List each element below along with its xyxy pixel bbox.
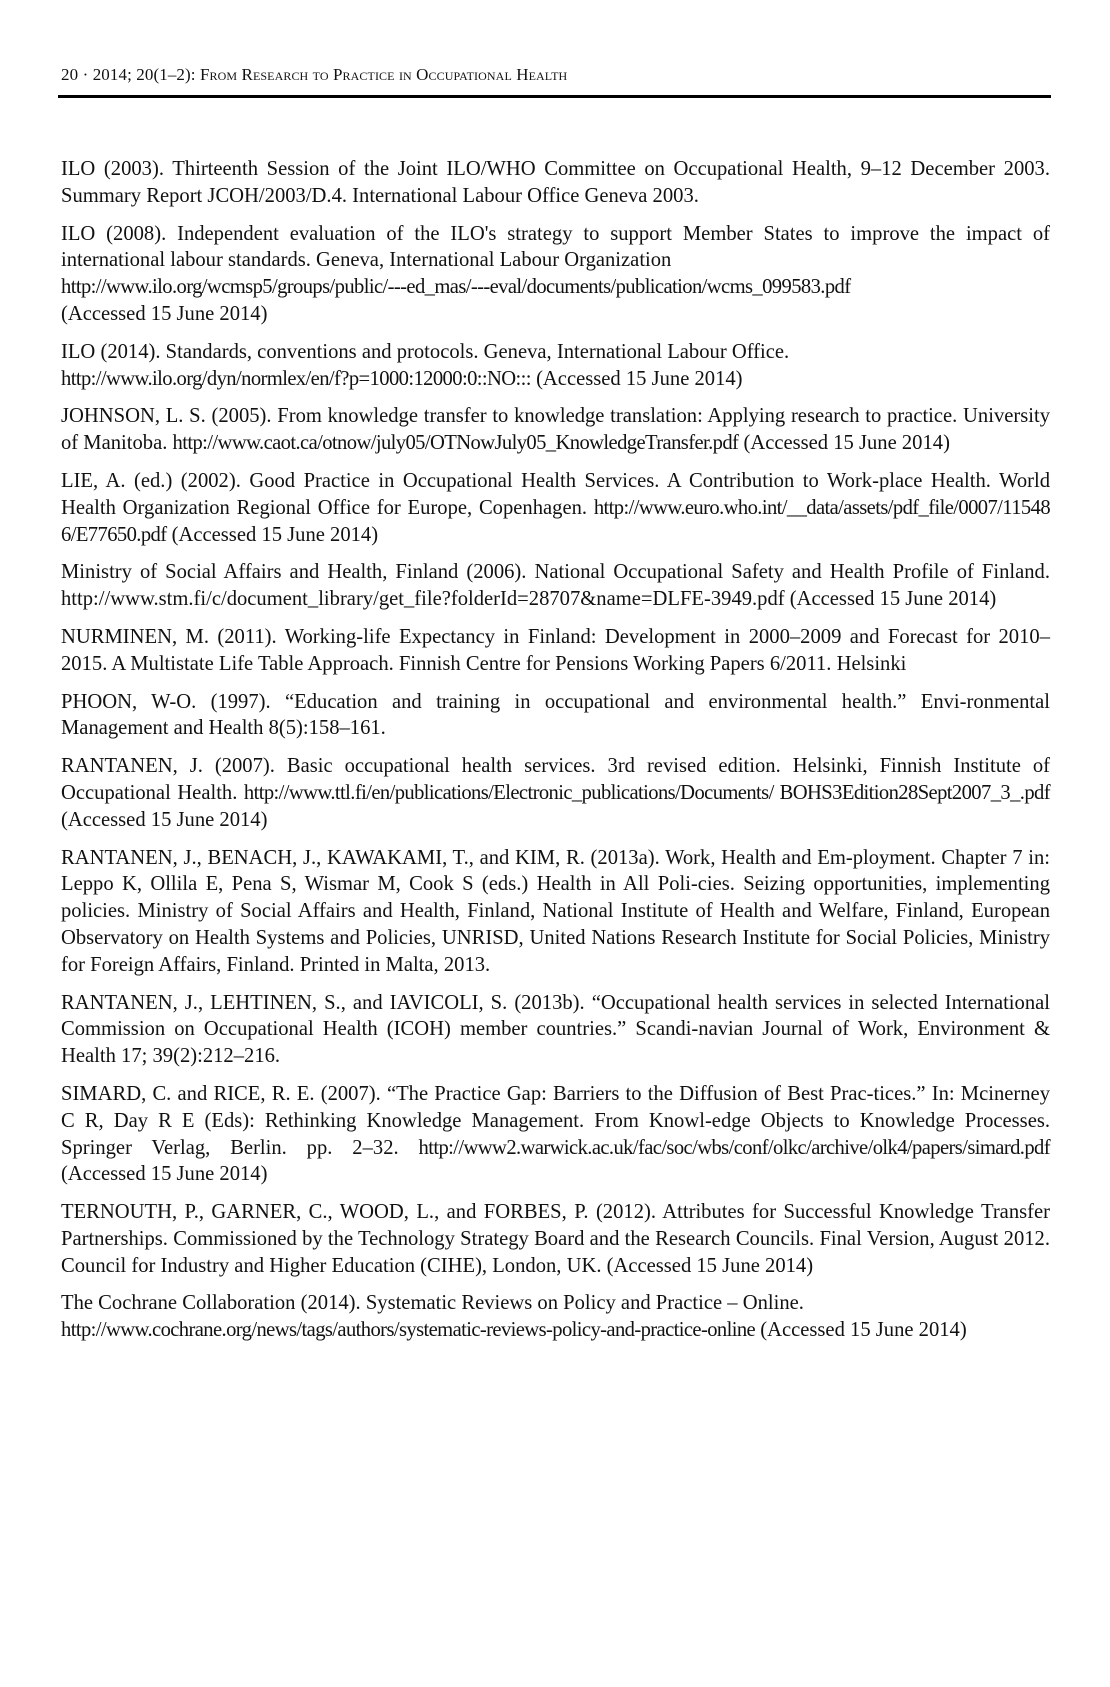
reference-item bbox=[61, 689, 1050, 743]
reference-accessed-date: (Accessed 15 June 2014) bbox=[61, 302, 268, 325]
reference-text: JOHNSON, L. S. (2005). From knowledge transfer to knowledge translation: Applying research to practice. University of Manitoba. bbox=[61, 405, 1050, 455]
issue-info: 2014; 20(1–2): bbox=[92, 65, 196, 84]
reference-url-link[interactable]: http://www.euro.who.int/__data/assets/pdf_file/0007/115486/E77650.pdf bbox=[61, 496, 1051, 546]
reference-accessed-date: (Accessed 15 June 2014) bbox=[536, 367, 743, 390]
reference-accessed-date: (Accessed 15 June 2014) bbox=[760, 1319, 967, 1342]
reference-accessed-date: (Accessed 15 June 2014) bbox=[743, 432, 950, 455]
header-separator: · bbox=[82, 65, 89, 84]
reference-accessed-date: (Accessed 15 June 2014) bbox=[171, 523, 379, 546]
reference-item bbox=[61, 1290, 1050, 1344]
reference-text: SIMARD, C. and RICE, R. E. (2007). “The Practice Gap: Barriers to the Diffusion of Best Prac-tices.” In: Mcinerney C R, Day R E (Eds): Rethinking Knowledge Management. From Knowl-edge Objects to Knowledge Processes. Springer Verlag, Berlin. pp. 2–32. bbox=[61, 1082, 1050, 1159]
reference-item bbox=[61, 156, 1050, 210]
reference-item bbox=[61, 753, 1050, 833]
reference-text: PHOON, W-O. (1997). “Education and training in occupational and environmental health.” Envi-ronmental Management and Health 8(5):158–161. bbox=[61, 690, 1050, 740]
reference-item bbox=[61, 845, 1050, 979]
reference-item bbox=[61, 1081, 1050, 1188]
reference-item bbox=[61, 468, 1050, 548]
reference-url-link[interactable]: http://www.ilo.org/dyn/normlex/en/f?p=1000:12000:0::NO::: bbox=[61, 367, 531, 390]
reference-item bbox=[61, 624, 1050, 678]
reference-accessed-date: (Accessed 15 June 2014) bbox=[61, 808, 268, 831]
reference-url-link[interactable]: http://www.ttl.fi/en/publications/Electronic_publications/Documents/ BOHS3Edition28Sept2007_3_.pdf bbox=[243, 781, 1050, 804]
reference-text: ILO (2003). Thirteenth Session of the Joint ILO/WHO Committee on Occupational Health, 9–12 December 2003. Summary Report JCOH/2003/D.4. International Labour Office Geneva 2003. bbox=[61, 158, 1050, 207]
reference-text: RANTANEN, J. (2007). Basic occupational health services. 3rd revised edition. Helsinki, Finnish Institute of Occupational Health. bbox=[61, 755, 1050, 804]
reference-item bbox=[61, 221, 1050, 328]
reference-url-link[interactable]: http://www.caot.ca/otnow/july05/OTNowJuly05_KnowledgeTransfer.pdf bbox=[172, 432, 739, 455]
reference-text: ILO (2014). Standards, conventions and protocols. Geneva, International Labour Office. bbox=[61, 340, 790, 363]
page-number: 20 bbox=[61, 65, 79, 84]
reference-text: ILO (2008). Independent evaluation of the ILO's strategy to support Member States to improve the impact of international labour standards. Geneva, International Labour Organization bbox=[61, 222, 1050, 272]
reference-text: LIE, A. (ed.) (2002). Good Practice in Occupational Health Services. A Contribution to Work-place Health. World Health Organization Regional Office for Europe, Copenhagen. bbox=[61, 469, 1050, 519]
reference-item bbox=[61, 559, 1050, 613]
reference-text: RANTANEN, J., LEHTINEN, S., and IAVICOLI, S. (2013b). “Occupational health services in selected International Commission on Occupational Health (ICOH) member countries.” Scandi-navian Journal of Work, Environment & Health 17; 39(2):212–216. bbox=[61, 991, 1050, 1068]
reference-text: TERNOUTH, P., GARNER, C., WOOD, L., and FORBES, P. (2012). Attributes for Successful Knowledge Transfer Partnerships. Commissioned by the Technology Strategy Board and the Research Councils. Final Version, August 2012. Council for Industry and Higher Education (CIHE), London, UK. (Accessed 15 June 2014) bbox=[61, 1201, 1050, 1277]
reference-url-link[interactable]: http://www2.warwick.ac.uk/fac/soc/wbs/conf/olkc/archive/olk4/papers/simard.pdf bbox=[418, 1136, 1050, 1159]
journal-title: From Research to Practice in Occupational Health bbox=[199, 65, 568, 84]
reference-text: NURMINEN, M. (2011). Working-life Expectancy in Finland: Development in 2000–2009 and Forecast for 2010–2015. A Multistate Life Table Approach. Finnish Centre for Pensions Working Papers 6/2011. Helsinki bbox=[61, 625, 1050, 675]
reference-text: The Cochrane Collaboration (2014). Systematic Reviews on Policy and Practice – Online. bbox=[61, 1292, 804, 1315]
reference-text: Ministry of Social Affairs and Health, Finland (2006). National Occupational Safety and Health Profile of Finland. http://www.stm.fi/c/document_library/get_file?folderId=28707&name=DLFE-3949.pdf (Accessed 15 June 2014) bbox=[61, 561, 1050, 611]
reference-text: RANTANEN, J., BENACH, J., KAWAKAMI, T., and KIM, R. (2013a). Work, Health and Em-ployment. Chapter 7 in: Leppo K, Ollila E, Pena S, Wismar M, Cook S (eds.) Health in All Poli-cies. Seizing opportunities, implementing policies. Ministry of Social Affairs and Health, Finland, National Institute of Health and Welfare, Finland, European Observatory on Health Systems and Policies, UNRISD, United Nations Research Institute for Social Policies, Ministry for Foreign Affairs, Finland. Printed in Malta, 2013. bbox=[61, 846, 1050, 976]
reference-url-link[interactable]: http://www.cochrane.org/news/tags/authors/systematic-reviews-policy-and-practice-online bbox=[61, 1319, 756, 1342]
reference-list bbox=[61, 156, 1050, 1355]
reference-url-link[interactable]: http://www.ilo.org/wcmsp5/groups/public/---ed_mas/---eval/documents/publication/wcms_099583.pdf bbox=[61, 276, 851, 299]
reference-item bbox=[61, 1199, 1050, 1279]
reference-item bbox=[61, 403, 1050, 457]
reference-item bbox=[61, 990, 1050, 1070]
reference-accessed-date: (Accessed 15 June 2014) bbox=[61, 1163, 268, 1186]
running-header bbox=[61, 64, 1051, 86]
reference-item bbox=[61, 339, 1050, 393]
header-rule bbox=[58, 95, 1051, 98]
